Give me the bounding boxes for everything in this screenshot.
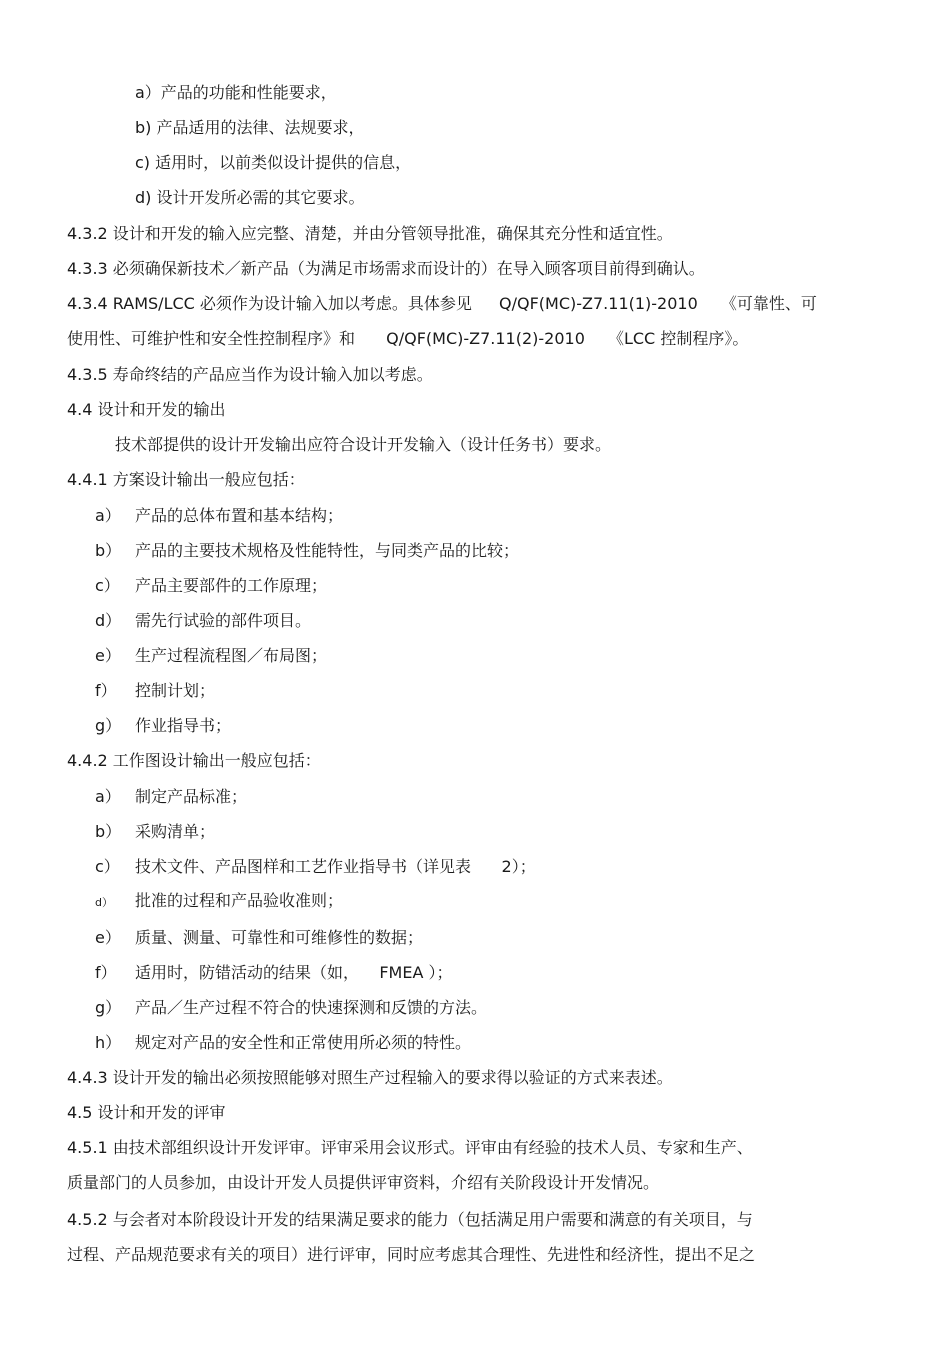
scheme-item-text: 需先行试验的部件项目。 [135,611,312,630]
paragraph-4-4: 技术部提供的设计开发输出应符合设计开发输入（设计任务书）要求。 [115,435,612,454]
drawing-item-label: h） [95,1033,122,1052]
input-item-c: c) 适用时，以前类似设计提供的信息， [135,153,412,172]
scheme-item-label: c） [95,576,120,595]
input-item-a: a）产品的功能和性能要求， [135,83,337,102]
clause-4-3-4-text-d: 使用性、可维护性和安全性控制程序》和 [67,329,356,348]
drawing-item-label: f） [95,963,117,982]
clause-4-3-5: 4.3.5 寿命终结的产品应当作为设计输入加以考虑。 [67,365,433,384]
clause-4-4-3: 4.4.3 设计开发的输出必须按照能够对照生产过程输入的要求得以验证的方式来表述。 [67,1068,673,1087]
heading-4-4-2: 4.4.2 工作图设计输出一般应包括： [67,751,321,770]
drawing-item-label: b） [95,822,122,841]
drawing-item-label: g） [95,998,122,1017]
drawing-item-label: c） [95,857,120,876]
clause-4-5-1-line1: 4.5.1 由技术部组织设计开发评审。评审采用会议形式。评审由有经验的技术人员、专家和生产、 [67,1138,753,1157]
drawing-item-text: 批准的过程和产品验收准则； [135,891,344,910]
drawing-item-text: 规定对产品的安全性和正常使用所必须的特性。 [135,1033,472,1052]
drawing-item-text: 质量、测量、可靠性和可维修性的数据； [135,928,424,947]
drawing-item-text: 技术文件、产品图样和工艺作业指导书（详见表 2）； [135,857,536,876]
clause-4-3-4-text-a: 4.3.4 RAMS/LCC 必须作为设计输入加以考虑。具体参见 [67,294,472,313]
clause-4-3-4-ref1: Q/QF(MC)-Z7.11(1)-2010 [499,294,698,313]
scheme-item-label: g） [95,716,122,735]
clause-4-3-4-ref2: Q/QF(MC)-Z7.11(2)-2010 [386,329,585,348]
heading-4-5: 4.5 设计和开发的评审 [67,1103,226,1122]
scheme-item-text: 控制计划； [135,681,216,700]
drawing-item-text: 适用时，防错活动的结果（如， FMEA ）； [135,963,453,982]
scheme-item-label: b） [95,541,122,560]
scheme-item-label: d） [95,611,122,630]
drawing-item-text: 采购清单； [135,822,216,841]
scheme-item-label: e） [95,646,121,665]
heading-4-4: 4.4 设计和开发的输出 [67,400,226,419]
drawing-item-text: 产品／生产过程不符合的快速探测和反馈的方法。 [135,998,488,1017]
clause-4-3-2: 4.3.2 设计和开发的输入应完整、清楚，并由分管领导批准，确保其充分性和适宜性。 [67,224,673,243]
clause-4-3-4-text-c: 《可靠性、可 [720,294,817,313]
input-item-b: b) 产品适用的法律、法规要求， [135,118,365,137]
scheme-item-label: f） [95,681,117,700]
drawing-item-label: d） [95,896,113,909]
clause-4-3-4-line1 [67,294,817,314]
clause-4-3-3: 4.3.3 必须确保新技术／新产品（为满足市场需求而设计的）在导入顾客项目前得到确认。 [67,259,705,278]
scheme-item-text: 产品的总体布置和基本结构； [135,506,344,525]
clause-4-3-4-line2 [67,329,748,349]
heading-4-4-1: 4.4.1 方案设计输出一般应包括： [67,470,305,489]
scheme-item-text: 生产过程流程图／布局图； [135,646,328,665]
scheme-item-text: 产品主要部件的工作原理； [135,576,328,595]
drawing-item-text: 制定产品标准； [135,787,248,806]
clause-4-3-4-text-e: 《LCC 控制程序》。 [607,329,749,348]
clause-4-5-1-line2: 质量部门的人员参加，由设计开发人员提供评审资料，介绍有关阶段设计开发情况。 [67,1173,660,1192]
drawing-item-label: a） [95,787,121,806]
clause-4-5-2-line1: 4.5.2 与会者对本阶段设计开发的结果满足要求的能力（包括满足用户需要和满意的有关项目，与 [67,1210,753,1229]
scheme-item-text: 产品的主要技术规格及性能特性，与同类产品的比较； [135,541,520,560]
drawing-item-label: e） [95,928,121,947]
scheme-item-text: 作业指导书； [135,716,232,735]
scheme-item-label: a） [95,506,121,525]
clause-4-5-2-line2: 过程、产品规范要求有关的项目）进行评审，同时应考虑其合理性、先进性和经济性，提出不足之 [67,1245,756,1264]
input-item-d: d) 设计开发所必需的其它要求。 [135,188,365,207]
